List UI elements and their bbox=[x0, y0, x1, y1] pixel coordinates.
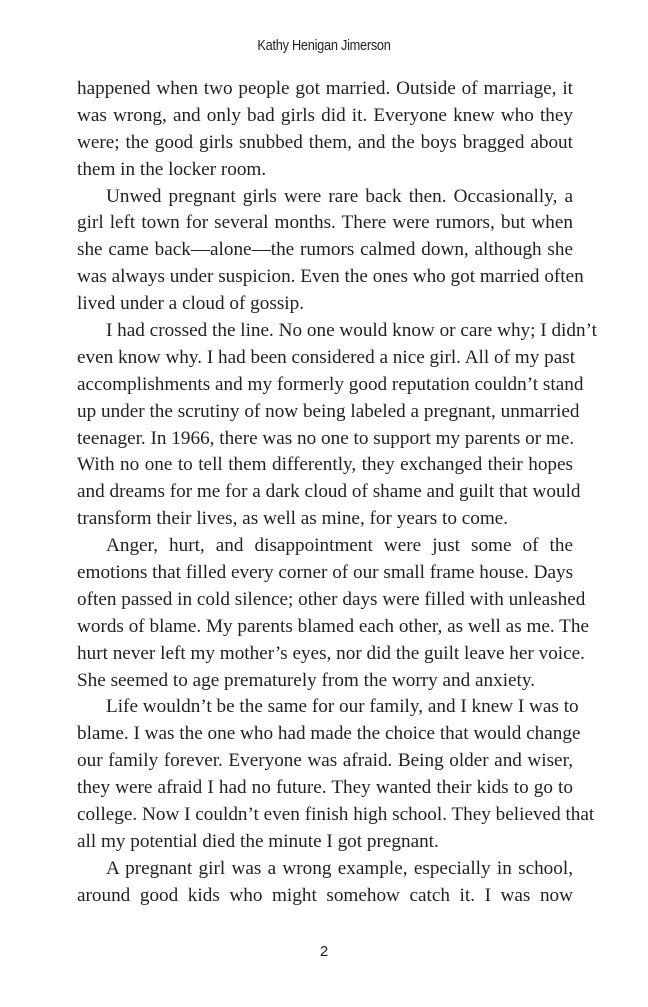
text-line: around good kids who might somehow catch it. I was now bbox=[77, 884, 573, 906]
paragraph bbox=[77, 694, 595, 855]
page-number: 2 bbox=[319, 943, 329, 960]
text-line: she came back—alone—the rumors calmed down, although she bbox=[77, 239, 573, 261]
text-line: even know why. I had been considered a nice girl. All of my past bbox=[77, 346, 576, 368]
paragraph bbox=[77, 856, 573, 910]
text-line: blame. I was the one who had made the choice that would change bbox=[77, 723, 581, 745]
text-line: transform their lives, as well as mine, for years to come. bbox=[77, 508, 509, 530]
text-line: was wrong, and only bad girls did it. Everyone knew who they bbox=[77, 104, 573, 126]
text-line: She seemed to age prematurely from the worry and anxiety. bbox=[77, 669, 536, 691]
text-line: hurt never left my mother’s eyes, nor did the guilt leave her voice. bbox=[77, 642, 585, 664]
text-line: Unwed pregnant girls were rare back then. Occasionally, a bbox=[106, 185, 573, 207]
paragraph bbox=[77, 184, 584, 318]
paragraph bbox=[77, 318, 597, 533]
text-line: lived under a cloud of gossip. bbox=[77, 293, 305, 315]
text-line: With no one to tell them differently, they exchanged their hopes bbox=[77, 454, 573, 476]
body-text bbox=[77, 76, 597, 910]
text-line: emotions that filled every corner of our small frame house. Days bbox=[77, 562, 574, 584]
text-line: girl left town for several months. There were rumors, but when bbox=[77, 212, 573, 234]
text-line: them in the locker room. bbox=[77, 158, 267, 180]
running-head-author: Kathy Henigan Jimerson bbox=[257, 38, 391, 54]
paragraph bbox=[77, 76, 573, 184]
text-line: were; the good girls snubbed them, and the boys bragged about bbox=[77, 131, 573, 153]
text-line: happened when two people got married. Outside of marriage, it bbox=[77, 78, 573, 99]
text-line: our family forever. Everyone was afraid. Being older and wiser, bbox=[77, 750, 573, 772]
text-line: up under the scrutiny of now being labeled a pregnant, unmarried bbox=[77, 400, 580, 422]
text-line: and dreams for me for a dark cloud of shame and guilt that would bbox=[77, 481, 581, 503]
text-line: Anger, hurt, and disappointment were just some of the bbox=[106, 535, 573, 557]
text-line: often passed in cold silence; other days were filled with unleashed bbox=[77, 588, 586, 610]
paragraph bbox=[77, 533, 589, 694]
text-line: college. Now I couldn’t even finish high school. They believed that bbox=[77, 804, 595, 826]
text-line: all my potential died the minute I got pregnant. bbox=[77, 830, 439, 852]
text-line: was always under suspicion. Even the ones who got married often bbox=[77, 266, 584, 288]
text-line: accomplishments and my formerly good reputation couldn’t stand bbox=[77, 373, 584, 395]
text-line: I had crossed the line. No one would know or care why; I didn’t bbox=[106, 320, 597, 342]
text-line: teenager. In 1966, there was no one to support my parents or me. bbox=[77, 427, 575, 449]
text-line: they were afraid I had no future. They wanted their kids to go to bbox=[77, 777, 573, 799]
text-line: Life wouldn’t be the same for our family, and I knew I was to bbox=[106, 696, 579, 718]
text-line: words of blame. My parents blamed each other, as well as me. The bbox=[77, 615, 589, 637]
text-line: A pregnant girl was a wrong example, especially in school, bbox=[106, 857, 573, 879]
